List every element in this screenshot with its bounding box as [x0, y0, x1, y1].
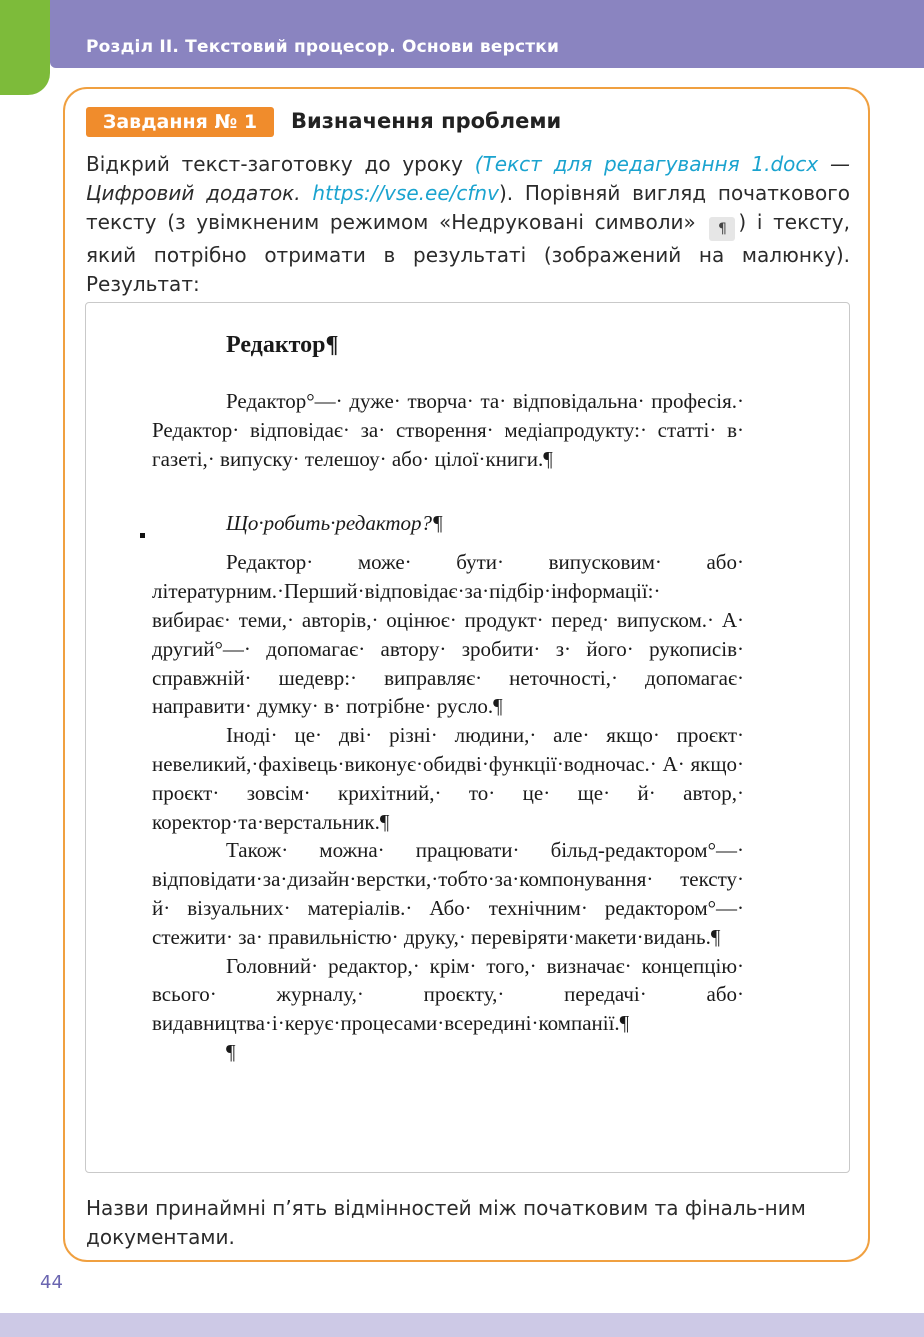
- supplement-url-link[interactable]: https://vse.ee/cfnv: [312, 181, 499, 205]
- document-paragraph-4: Також· можна· працювати· більд-редактором°—· відповідати·за·дизайн·верстки,·тобто·за·компонування· тексту· й· візуальних· матеріалів.· Або· технічним· редактором°—· стежити· за· правильністю· друку,· перевіряти·макети·видань.¶: [152, 838, 744, 949]
- result-document: [152, 325, 744, 1066]
- intro-text-continued: ). Порівняй вигляд початкового тексту (з увімкненим режимом «Недруковані символи»: [86, 181, 850, 234]
- document-paragraph-1: Редактор°—· дуже· творча· та· відповідальна· професія.· Редактор· відповідає· за· створення· медіапродукту:· статті· в· газеті,· випуску· телешоу· або· цілої·книги.¶: [152, 389, 744, 471]
- task-question: Назви принаймні п’ять відмінностей між початковим та фіналь-ним документами.: [86, 1196, 806, 1249]
- page-number: 44: [40, 1272, 63, 1293]
- intro-dash: —: [818, 152, 851, 176]
- document-empty-paragraph: ¶: [226, 1039, 236, 1064]
- chapter-header-bar: [50, 0, 924, 68]
- document-subtitle: Що·робить·редактор?¶: [226, 511, 444, 536]
- document-paragraph-2: Редактор· може· бути· випусковим· або· літературним.·Перший·відповідає·за·підбір·інформації:· вибирає· теми,· авторів,· оцінює· продукт· перед· випуском.· А· другий°—· допомагає· автору· зробити· з· його· рукописів· справжній· шедевр:· виправляє· неточності,· допомагає· направити· думку· в· потрібне· русло.¶: [152, 550, 744, 719]
- document-paragraph-5: Головний· редактор,· крім· того,· визначає· концепцію· всього· журналу,· проєкту,· передачі· або· видавництва·і·керує·процесами·всередині·компанії.¶: [152, 953, 744, 1036]
- task-instructions: [86, 150, 850, 299]
- page-footer-bar: [0, 1313, 924, 1337]
- pilcrow-icon: ¶: [709, 217, 735, 241]
- chapter-title: Розділ ІІ. Текстовий процесор. Основи верстки: [86, 37, 560, 57]
- paragraph-marker: [140, 533, 145, 538]
- task-heading: Визначення проблеми: [291, 109, 562, 133]
- intro-text: Відкрий текст-заготовку до уроку: [86, 152, 475, 176]
- task-badge: Завдання № 1: [86, 107, 274, 137]
- digital-supplement-label: Цифровий додаток.: [86, 181, 313, 205]
- document-title: Редактор¶: [226, 332, 339, 358]
- chapter-color-tab: [0, 0, 50, 95]
- file-link[interactable]: (Текст для редагування 1.docx: [474, 152, 819, 176]
- intro-text-end: ) і тексту, який потрібно отримати в результаті (зображений на малюнку). Результат:: [86, 210, 850, 296]
- document-paragraph-3: Іноді· це· дві· різні· людини,· але· якщо· проєкт· невеликий,·фахівець·виконує·обидві·функції·водночас.· А· якщо· проєкт· зовсім· крихітний,· то· це· ще· й· автор,· коректор·та·верстальник.¶: [152, 723, 744, 834]
